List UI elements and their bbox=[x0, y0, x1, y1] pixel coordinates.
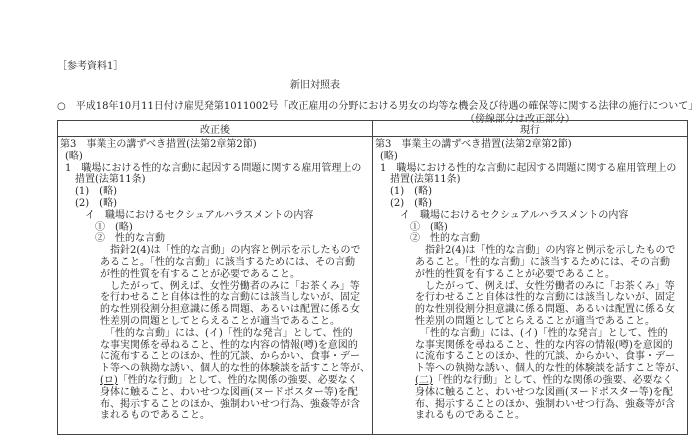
line-text: な事実関係を尋ねること、性的な内容の情報(噂)を意図的 bbox=[415, 339, 673, 351]
line-text: (略) bbox=[65, 150, 83, 162]
line-text: に流布することのほか、性的冗談、からかい、食事・デー bbox=[415, 351, 675, 363]
line-text: (1) (略) bbox=[75, 186, 117, 198]
line-text: あること。「性的な言動」に該当するためには、その言動 bbox=[100, 256, 355, 268]
text-line bbox=[60, 375, 370, 387]
text-line bbox=[375, 375, 685, 387]
amended-marker: (二) bbox=[415, 374, 433, 386]
new-text-column bbox=[58, 137, 373, 435]
line-text: (略) bbox=[380, 150, 398, 162]
text-line bbox=[375, 269, 685, 281]
line-text: ② 性的な言動 bbox=[95, 233, 165, 245]
text-line bbox=[375, 363, 685, 375]
notice-line: ○ 平成18年10月11日付け雇児発第1011002号「改正雇用の分野における男女の均等な機会及び待遇の確保等に関する法律の施行について」 bbox=[57, 101, 698, 112]
text-line bbox=[60, 245, 370, 257]
text-line bbox=[375, 340, 685, 352]
line-text: 1 職場における性的な言動に起因する問題に関する雇用管理上の bbox=[380, 162, 677, 174]
line-text: イ 職場におけるセクシュアルハラスメントの内容 bbox=[400, 209, 629, 221]
line-text: 「性的な行動」として、性的な関係の強要、必要なく bbox=[432, 374, 673, 386]
text-line bbox=[60, 233, 370, 245]
old-text-column bbox=[373, 137, 688, 435]
text-line bbox=[60, 410, 370, 422]
line-text: 布、掲示することのほか、強制わいせつ行為、強姦等が含 bbox=[415, 398, 675, 410]
text-line bbox=[375, 163, 685, 175]
line-text: 措置(法第11条) bbox=[75, 174, 146, 186]
text-line bbox=[60, 163, 370, 175]
line-text: 第3 事業主の講ずべき措置(法第2章第2節) bbox=[60, 139, 257, 150]
text-line bbox=[375, 316, 685, 328]
line-text: ① (略) bbox=[410, 221, 448, 233]
line-text: あること。「性的な言動」に該当するためには、その言動 bbox=[415, 256, 670, 268]
text-line bbox=[60, 363, 370, 375]
text-line bbox=[375, 328, 685, 340]
text-line bbox=[60, 399, 370, 411]
line-text: 措置(法第11条) bbox=[390, 174, 461, 186]
text-line bbox=[375, 245, 685, 257]
text-line bbox=[375, 210, 685, 222]
text-line bbox=[375, 410, 685, 422]
text-line bbox=[60, 281, 370, 293]
line-text: ① (略) bbox=[95, 221, 133, 233]
line-text: を行わせること自体は性的な言動には該当しないが、固定 bbox=[415, 292, 675, 304]
text-line bbox=[60, 222, 370, 234]
line-text: が性的性質を有することが必要であること。 bbox=[415, 268, 615, 280]
line-text: したがって、例えば、女性労働者のみに「お茶くみ」等 bbox=[425, 280, 675, 292]
line-text: 身体に触ること、わいせつな図画(ヌードポスター等)を配 bbox=[100, 386, 358, 398]
text-line bbox=[60, 387, 370, 399]
column-header-new: 改正後 bbox=[58, 121, 373, 137]
line-text: (2) (略) bbox=[390, 197, 432, 209]
line-text: (1) (略) bbox=[390, 186, 432, 198]
line-text: が性的性質を有することが必要であること。 bbox=[100, 268, 300, 280]
line-text: に流布することのほか、性的冗談、からかい、食事・デー bbox=[100, 351, 360, 363]
text-line bbox=[375, 281, 685, 293]
column-header-old: 現行 bbox=[373, 121, 688, 137]
line-text: (2) (略) bbox=[75, 197, 117, 209]
text-line bbox=[60, 257, 370, 269]
text-line bbox=[375, 304, 685, 316]
text-line bbox=[60, 340, 370, 352]
line-text: まれるものであること。 bbox=[100, 410, 210, 422]
text-line bbox=[375, 257, 685, 269]
amended-marker: (ロ) bbox=[100, 374, 118, 386]
document-title: 新旧対照表 bbox=[290, 80, 340, 91]
text-line bbox=[60, 210, 370, 222]
line-text: したがって、例えば、女性労働者のみに「お茶くみ」等 bbox=[110, 280, 360, 292]
line-text: 指針2(4)は「性的な言動」の内容と例示を示したもので bbox=[110, 245, 361, 257]
text-line bbox=[60, 304, 370, 316]
line-text: 「性的な言動」には、(イ)「性的な発言」として、性的 bbox=[420, 327, 668, 339]
text-line bbox=[375, 399, 685, 411]
line-text: 「性的な言動」には、(イ)「性的な発言」として、性的 bbox=[105, 327, 353, 339]
line-text: 1 職場における性的な言動に起因する問題に関する雇用管理上の bbox=[65, 162, 362, 174]
line-text: イ 職場におけるセクシュアルハラスメントの内容 bbox=[85, 209, 314, 221]
line-text: 布、掲示することのほか、強制わいせつ行為、強姦等が含 bbox=[100, 398, 360, 410]
line-text: を行わせること自体は性的な言動には該当しないが、固定 bbox=[100, 292, 360, 304]
line-text: ト等への執拗な誘い、個人的な性的体験談を話すこと等が、 bbox=[415, 363, 685, 375]
line-text: まれるものであること。 bbox=[415, 410, 525, 422]
line-text: 「性的な行動」として、性的な関係の強要、必要なく bbox=[117, 374, 358, 386]
line-text: 指針2(4)は「性的な言動」の内容と例示を示したもので bbox=[425, 245, 676, 257]
text-line bbox=[60, 186, 370, 198]
text-line bbox=[375, 174, 685, 186]
text-line bbox=[60, 316, 370, 328]
line-text: ト等への執拗な誘い、個人的な性的体験談を話すこと等が、 bbox=[100, 363, 370, 375]
line-text: 第3 事業主の講ずべき措置(法第2章第2節) bbox=[375, 139, 572, 150]
text-line bbox=[60, 351, 370, 363]
line-text: 的な性別役割分担意識に係る問題、あるいは配置に係る女 bbox=[415, 304, 675, 316]
line-text: 性差別の問題としてとらえることが適当であること。 bbox=[415, 315, 655, 327]
text-line bbox=[375, 351, 685, 363]
line-text: 性差別の問題としてとらえることが適当であること。 bbox=[100, 315, 340, 327]
text-line bbox=[60, 292, 370, 304]
text-line bbox=[60, 139, 370, 151]
line-text: 身体に触ること、わいせつな図画(ヌードポスター等)を配 bbox=[415, 386, 673, 398]
reference-label: ［参考資料1］ bbox=[57, 61, 124, 72]
line-text: ② 性的な言動 bbox=[410, 233, 480, 245]
text-line bbox=[375, 186, 685, 198]
text-line bbox=[60, 174, 370, 186]
text-line bbox=[60, 198, 370, 210]
line-text: な事実関係を尋ねること、性的な内容の情報(噂)を意図的 bbox=[100, 339, 358, 351]
text-line bbox=[60, 151, 370, 163]
text-line bbox=[60, 269, 370, 281]
line-text: 的な性別役割分担意識に係る問題、あるいは配置に係る女 bbox=[100, 304, 360, 316]
comparison-table bbox=[57, 120, 688, 435]
underline-note: （傍線部分は改正部分） bbox=[465, 114, 575, 125]
text-line bbox=[375, 222, 685, 234]
text-line bbox=[60, 328, 370, 340]
text-line bbox=[375, 387, 685, 399]
text-line bbox=[375, 198, 685, 210]
text-line bbox=[375, 151, 685, 163]
text-line bbox=[375, 233, 685, 245]
text-line bbox=[375, 139, 685, 151]
text-line bbox=[375, 292, 685, 304]
